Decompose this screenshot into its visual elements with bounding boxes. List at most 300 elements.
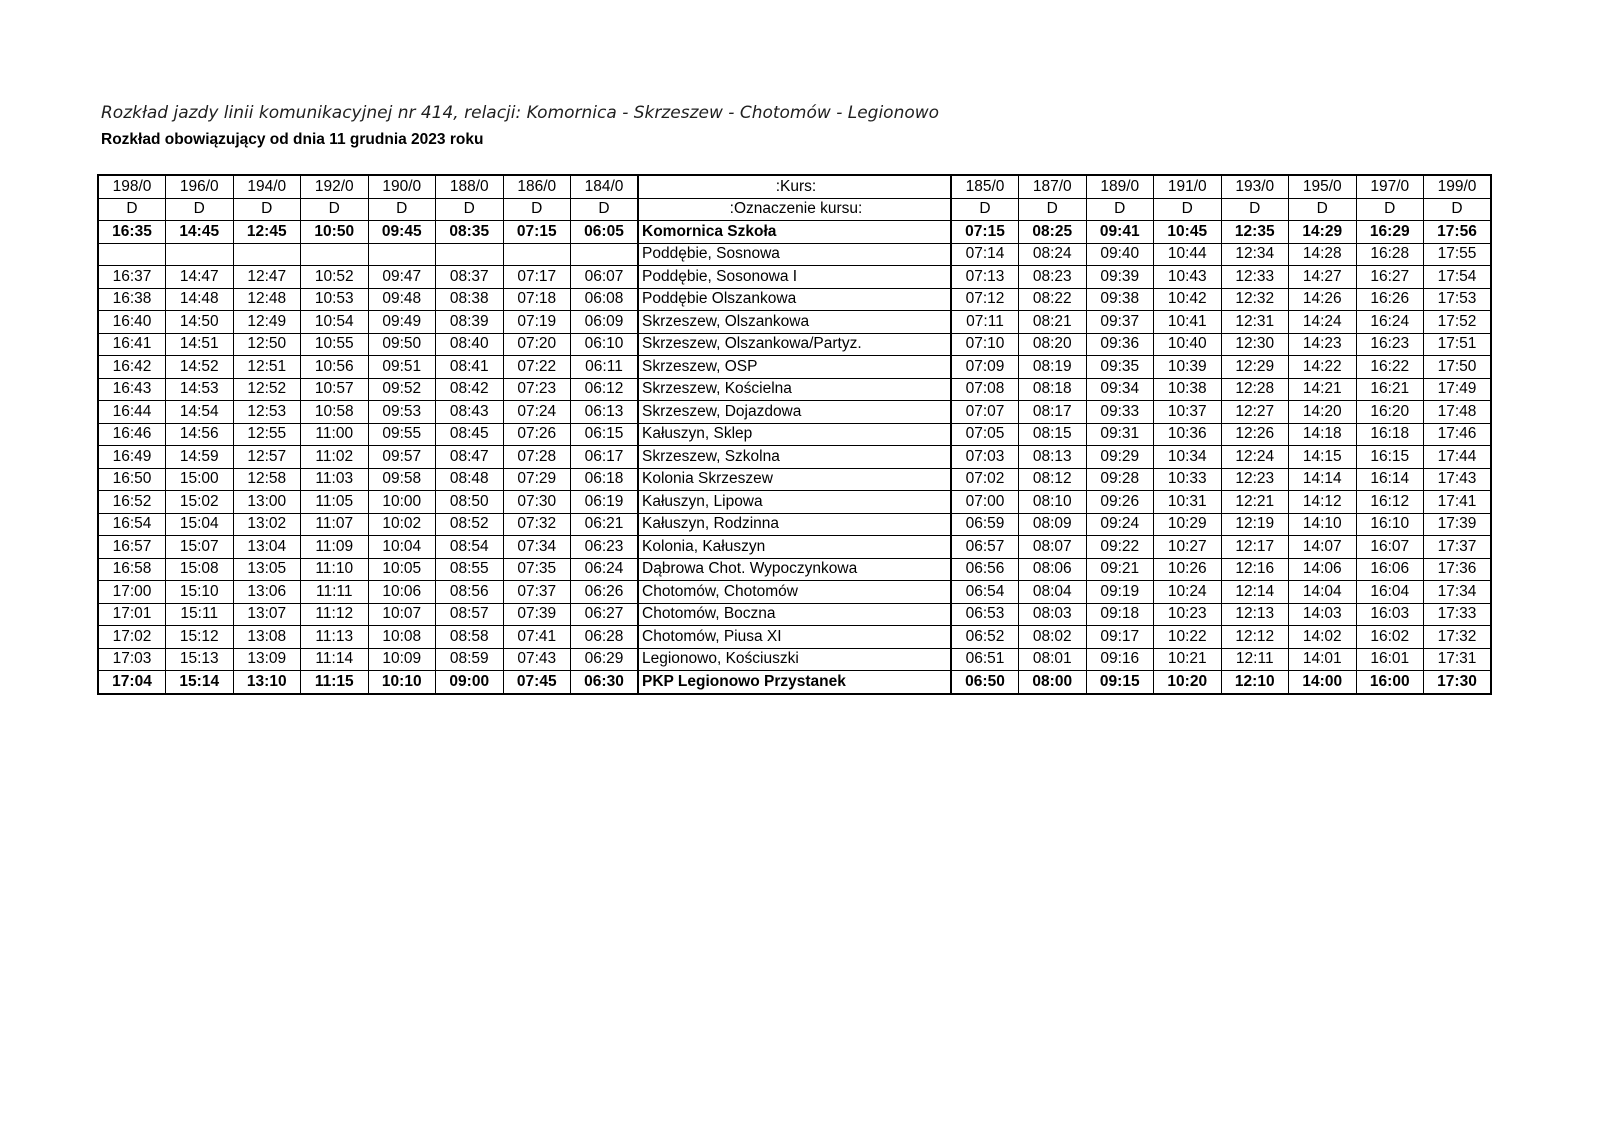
departure-time-cell: 16:43 [98,378,166,401]
departure-time-cell: 12:33 [1221,266,1289,289]
departure-time-cell: 12:28 [1221,378,1289,401]
stop-name-cell: Poddębie, Sosonowa I [638,266,951,289]
departure-time-cell: 08:00 [1019,671,1087,694]
departure-time-cell: 08:50 [436,491,504,514]
departure-time-cell: 15:07 [166,536,234,559]
departure-time-cell: 06:05 [571,221,639,244]
departure-time-cell: 08:24 [1019,243,1087,266]
departure-time-cell: 08:01 [1019,648,1087,671]
departure-time-cell: 10:33 [1154,468,1222,491]
departure-time-cell: 17:48 [1424,401,1492,424]
departure-time-cell: 16:18 [1356,423,1424,446]
departure-time-cell: 08:07 [1019,536,1087,559]
departure-time-cell: 06:15 [571,423,639,446]
departure-time-cell: 16:57 [98,536,166,559]
departure-time-cell: 06:53 [951,603,1019,626]
departure-time-cell: 12:23 [1221,468,1289,491]
course-number-cell: 194/0 [233,175,301,198]
departure-time-cell: 12:14 [1221,581,1289,604]
departure-time-cell: 08:13 [1019,446,1087,469]
departure-time-cell: 08:59 [436,648,504,671]
departure-time-cell: 07:23 [503,378,571,401]
departure-time-cell: 10:09 [368,648,436,671]
departure-time-cell: 17:04 [98,671,166,694]
course-number-cell: 193/0 [1221,175,1289,198]
departure-time-cell: 16:01 [1356,648,1424,671]
departure-time-cell [436,243,504,266]
departure-time-cell: 17:51 [1424,333,1492,356]
course-number-row [98,175,1491,198]
course-marking-cell: D [1086,198,1154,221]
departure-time-cell: 06:28 [571,626,639,649]
departure-time-cell: 06:52 [951,626,1019,649]
departure-time-cell: 11:13 [301,626,369,649]
departure-time-cell: 07:29 [503,468,571,491]
departure-time-cell: 11:03 [301,468,369,491]
departure-time-cell: 06:19 [571,491,639,514]
departure-time-cell: 08:06 [1019,558,1087,581]
table-row [98,243,1491,266]
departure-time-cell: 10:52 [301,266,369,289]
departure-time-cell: 17:03 [98,648,166,671]
departure-time-cell: 08:22 [1019,288,1087,311]
course-marking-cell: D [503,198,571,221]
departure-time-cell: 14:06 [1289,558,1357,581]
table-row [98,401,1491,424]
course-number-cell: 199/0 [1424,175,1492,198]
departure-time-cell: 07:14 [951,243,1019,266]
departure-time-cell: 07:15 [951,221,1019,244]
departure-time-cell: 17:01 [98,603,166,626]
departure-time-cell: 08:12 [1019,468,1087,491]
departure-time-cell: 06:30 [571,671,639,694]
departure-time-cell: 17:43 [1424,468,1492,491]
departure-time-cell: 06:21 [571,513,639,536]
course-number-cell: 192/0 [301,175,369,198]
stop-name-cell: PKP Legionowo Przystanek [638,671,951,694]
departure-time-cell: 12:50 [233,333,301,356]
departure-time-cell: 12:55 [233,423,301,446]
departure-time-cell: 09:38 [1086,288,1154,311]
departure-time-cell: 12:58 [233,468,301,491]
departure-time-cell: 11:07 [301,513,369,536]
departure-time-cell: 10:06 [368,581,436,604]
departure-time-cell: 09:45 [368,221,436,244]
departure-time-cell: 09:51 [368,356,436,379]
departure-time-cell: 14:00 [1289,671,1357,694]
departure-time-cell: 11:11 [301,581,369,604]
departure-time-cell: 16:44 [98,401,166,424]
departure-time-cell: 06:50 [951,671,1019,694]
stop-name-cell: Komornica Szkoła [638,221,951,244]
departure-time-cell: 08:57 [436,603,504,626]
departure-time-cell: 10:57 [301,378,369,401]
departure-time-cell: 16:06 [1356,558,1424,581]
course-marking-cell: D [571,198,639,221]
departure-time-cell: 13:07 [233,603,301,626]
departure-time-cell: 10:53 [301,288,369,311]
departure-time-cell: 17:39 [1424,513,1492,536]
departure-time-cell: 16:10 [1356,513,1424,536]
departure-time-cell: 11:15 [301,671,369,694]
departure-time-cell: 08:41 [436,356,504,379]
departure-time-cell: 12:27 [1221,401,1289,424]
departure-time-cell: 10:26 [1154,558,1222,581]
departure-time-cell: 17:44 [1424,446,1492,469]
table-row [98,378,1491,401]
departure-time-cell: 08:23 [1019,266,1087,289]
departure-time-cell: 12:16 [1221,558,1289,581]
table-row [98,603,1491,626]
departure-time-cell: 07:11 [951,311,1019,334]
departure-time-cell: 07:02 [951,468,1019,491]
departure-time-cell: 09:18 [1086,603,1154,626]
departure-time-cell: 07:17 [503,266,571,289]
departure-time-cell: 14:28 [1289,243,1357,266]
stop-name-cell: Poddębie, Sosnowa [638,243,951,266]
departure-time-cell: 06:27 [571,603,639,626]
departure-time-cell: 07:08 [951,378,1019,401]
departure-time-cell: 16:46 [98,423,166,446]
departure-time-cell: 13:06 [233,581,301,604]
departure-time-cell: 08:15 [1019,423,1087,446]
departure-time-cell: 07:18 [503,288,571,311]
departure-time-cell: 07:19 [503,311,571,334]
departure-time-cell: 07:45 [503,671,571,694]
departure-time-cell: 08:21 [1019,311,1087,334]
departure-time-cell: 11:09 [301,536,369,559]
departure-time-cell: 10:37 [1154,401,1222,424]
departure-time-cell: 10:05 [368,558,436,581]
departure-time-cell: 14:02 [1289,626,1357,649]
departure-time-cell: 16:03 [1356,603,1424,626]
departure-time-cell: 09:19 [1086,581,1154,604]
departure-time-cell: 07:07 [951,401,1019,424]
departure-time-cell: 09:47 [368,266,436,289]
departure-time-cell: 08:25 [1019,221,1087,244]
departure-time-cell: 12:19 [1221,513,1289,536]
departure-time-cell: 10:44 [1154,243,1222,266]
stop-name-cell: Chotomów, Piusa XI [638,626,951,649]
departure-time-cell: 09:31 [1086,423,1154,446]
table-row [98,423,1491,446]
course-marking-cell: D [1019,198,1087,221]
departure-time-cell: 14:56 [166,423,234,446]
departure-time-cell: 09:17 [1086,626,1154,649]
departure-time-cell: 10:50 [301,221,369,244]
departure-time-cell: 11:12 [301,603,369,626]
departure-time-cell: 07:00 [951,491,1019,514]
departure-time-cell: 07:34 [503,536,571,559]
departure-time-cell: 16:20 [1356,401,1424,424]
course-marking-cell: D [166,198,234,221]
departure-time-cell: 07:39 [503,603,571,626]
departure-time-cell: 12:32 [1221,288,1289,311]
departure-time-cell: 12:29 [1221,356,1289,379]
departure-time-cell: 10:55 [301,333,369,356]
departure-time-cell [503,243,571,266]
departure-time-cell: 08:18 [1019,378,1087,401]
departure-time-cell: 14:47 [166,266,234,289]
departure-time-cell [571,243,639,266]
departure-time-cell: 14:21 [1289,378,1357,401]
departure-time-cell: 15:00 [166,468,234,491]
departure-time-cell: 12:51 [233,356,301,379]
departure-time-cell: 10:58 [301,401,369,424]
departure-time-cell: 12:24 [1221,446,1289,469]
stop-name-cell: Poddębie Olszankowa [638,288,951,311]
departure-time-cell: 08:42 [436,378,504,401]
departure-time-cell: 07:09 [951,356,1019,379]
departure-time-cell: 13:05 [233,558,301,581]
departure-time-cell: 08:48 [436,468,504,491]
departure-time-cell: 08:04 [1019,581,1087,604]
departure-time-cell: 14:29 [1289,221,1357,244]
departure-time-cell: 17:00 [98,581,166,604]
table-row [98,648,1491,671]
departure-time-cell: 16:00 [1356,671,1424,694]
departure-time-cell: 08:09 [1019,513,1087,536]
departure-time-cell: 16:15 [1356,446,1424,469]
departure-time-cell: 17:34 [1424,581,1492,604]
departure-time-cell: 07:24 [503,401,571,424]
departure-time-cell: 17:55 [1424,243,1492,266]
departure-time-cell: 09:21 [1086,558,1154,581]
departure-time-cell: 09:26 [1086,491,1154,514]
departure-time-cell: 09:48 [368,288,436,311]
departure-time-cell: 13:04 [233,536,301,559]
departure-time-cell: 09:49 [368,311,436,334]
course-number-cell: 191/0 [1154,175,1222,198]
departure-time-cell: 08:54 [436,536,504,559]
course-number-cell: 195/0 [1289,175,1357,198]
table-row [98,491,1491,514]
departure-time-cell: 06:59 [951,513,1019,536]
departure-time-cell: 09:57 [368,446,436,469]
departure-time-cell: 07:41 [503,626,571,649]
departure-time-cell: 06:10 [571,333,639,356]
departure-time-cell: 14:59 [166,446,234,469]
course-marking-cell: D [301,198,369,221]
departure-time-cell: 13:02 [233,513,301,536]
departure-time-cell: 06:18 [571,468,639,491]
stop-name-cell: Kolonia Skrzeszew [638,468,951,491]
departure-time-cell: 07:12 [951,288,1019,311]
departure-time-cell: 07:10 [951,333,1019,356]
departure-time-cell: 10:41 [1154,311,1222,334]
course-number-cell: 185/0 [951,175,1019,198]
departure-time-cell: 08:35 [436,221,504,244]
stop-name-cell: Legionowo, Kościuszki [638,648,951,671]
table-row [98,311,1491,334]
departure-time-cell: 17:41 [1424,491,1492,514]
departure-time-cell: 08:03 [1019,603,1087,626]
departure-time-cell: 13:00 [233,491,301,514]
departure-time-cell: 09:37 [1086,311,1154,334]
departure-time-cell: 14:45 [166,221,234,244]
departure-time-cell: 11:14 [301,648,369,671]
departure-time-cell: 14:27 [1289,266,1357,289]
departure-time-cell: 07:35 [503,558,571,581]
course-marking-cell: D [1424,198,1492,221]
stop-name-cell: Skrzeszew, Olszankowa/Partyz. [638,333,951,356]
departure-time-cell: 08:45 [436,423,504,446]
departure-time-cell: 07:26 [503,423,571,446]
departure-time-cell: 14:14 [1289,468,1357,491]
departure-time-cell: 07:32 [503,513,571,536]
departure-time-cell: 08:56 [436,581,504,604]
course-marking-cell: D [1356,198,1424,221]
departure-time-cell: 08:47 [436,446,504,469]
departure-time-cell: 10:27 [1154,536,1222,559]
departure-time-cell: 12:26 [1221,423,1289,446]
departure-time-cell: 16:24 [1356,311,1424,334]
departure-time-cell: 14:50 [166,311,234,334]
departure-time-cell: 07:30 [503,491,571,514]
departure-time-cell: 11:02 [301,446,369,469]
table-row [98,446,1491,469]
table-row [98,333,1491,356]
departure-time-cell: 07:15 [503,221,571,244]
departure-time-cell: 12:53 [233,401,301,424]
departure-time-cell: 09:28 [1086,468,1154,491]
departure-time-cell: 16:22 [1356,356,1424,379]
departure-time-cell: 08:39 [436,311,504,334]
departure-time-cell: 10:54 [301,311,369,334]
departure-time-cell: 14:12 [1289,491,1357,514]
departure-time-cell: 17:36 [1424,558,1492,581]
departure-time-cell: 14:01 [1289,648,1357,671]
course-marking-cell: D [951,198,1019,221]
departure-time-cell: 12:17 [1221,536,1289,559]
departure-time-cell: 09:22 [1086,536,1154,559]
departure-time-cell: 11:00 [301,423,369,446]
table-row [98,221,1491,244]
timetable [97,174,1492,695]
table-row [98,581,1491,604]
table-row [98,626,1491,649]
departure-time-cell: 06:11 [571,356,639,379]
departure-time-cell: 14:07 [1289,536,1357,559]
departure-time-cell: 10:23 [1154,603,1222,626]
departure-time-cell: 17:53 [1424,288,1492,311]
departure-time-cell: 16:26 [1356,288,1424,311]
departure-time-cell: 08:37 [436,266,504,289]
table-row [98,536,1491,559]
departure-time-cell: 08:58 [436,626,504,649]
departure-time-cell: 06:57 [951,536,1019,559]
departure-time-cell: 08:02 [1019,626,1087,649]
departure-time-cell: 16:58 [98,558,166,581]
departure-time-cell: 14:26 [1289,288,1357,311]
departure-time-cell: 16:49 [98,446,166,469]
departure-time-cell: 06:09 [571,311,639,334]
departure-time-cell: 07:43 [503,648,571,671]
stop-name-cell: Kałuszyn, Rodzinna [638,513,951,536]
departure-time-cell: 12:45 [233,221,301,244]
departure-time-cell: 09:00 [436,671,504,694]
departure-time-cell: 10:42 [1154,288,1222,311]
departure-time-cell: 16:28 [1356,243,1424,266]
departure-time-cell: 10:22 [1154,626,1222,649]
departure-time-cell: 09:29 [1086,446,1154,469]
departure-time-cell: 10:56 [301,356,369,379]
stop-name-cell: Skrzeszew, OSP [638,356,951,379]
departure-time-cell: 06:08 [571,288,639,311]
departure-time-cell [368,243,436,266]
stop-name-cell: Skrzeszew, Olszankowa [638,311,951,334]
departure-time-cell: 10:10 [368,671,436,694]
departure-time-cell: 17:37 [1424,536,1492,559]
departure-time-cell: 06:29 [571,648,639,671]
departure-time-cell: 06:17 [571,446,639,469]
departure-time-cell: 17:50 [1424,356,1492,379]
departure-time-cell: 09:52 [368,378,436,401]
departure-time-cell: 15:10 [166,581,234,604]
departure-time-cell: 17:02 [98,626,166,649]
table-row [98,288,1491,311]
departure-time-cell: 16:52 [98,491,166,514]
course-number-cell: 184/0 [571,175,639,198]
table-row [98,266,1491,289]
departure-time-cell: 10:29 [1154,513,1222,536]
departure-time-cell: 15:14 [166,671,234,694]
departure-time-cell: 16:23 [1356,333,1424,356]
departure-time-cell: 09:36 [1086,333,1154,356]
departure-time-cell: 10:38 [1154,378,1222,401]
stop-name-cell: Kałuszyn, Sklep [638,423,951,446]
departure-time-cell: 09:33 [1086,401,1154,424]
departure-time-cell: 09:16 [1086,648,1154,671]
departure-time-cell: 14:54 [166,401,234,424]
departure-time-cell: 14:51 [166,333,234,356]
departure-time-cell: 17:56 [1424,221,1492,244]
course-marking-cell: D [1289,198,1357,221]
departure-time-cell: 11:10 [301,558,369,581]
departure-time-cell: 15:08 [166,558,234,581]
departure-time-cell: 07:05 [951,423,1019,446]
departure-time-cell: 10:08 [368,626,436,649]
departure-time-cell: 16:42 [98,356,166,379]
stop-name-cell: Dąbrowa Chot. Wypoczynkowa [638,558,951,581]
stop-name-cell: Skrzeszew, Szkolna [638,446,951,469]
departure-time-cell: 10:43 [1154,266,1222,289]
departure-time-cell: 12:34 [1221,243,1289,266]
departure-time-cell: 10:04 [368,536,436,559]
departure-time-cell: 07:28 [503,446,571,469]
departure-time-cell: 10:02 [368,513,436,536]
departure-time-cell: 17:46 [1424,423,1492,446]
departure-time-cell: 08:55 [436,558,504,581]
departure-time-cell: 15:12 [166,626,234,649]
departure-time-cell: 17:33 [1424,603,1492,626]
departure-time-cell: 14:22 [1289,356,1357,379]
course-number-cell: 198/0 [98,175,166,198]
course-number-cell: 189/0 [1086,175,1154,198]
course-number-cell: 186/0 [503,175,571,198]
departure-time-cell: 14:48 [166,288,234,311]
course-marking-row [98,198,1491,221]
departure-time-cell [98,243,166,266]
departure-time-cell: 08:52 [436,513,504,536]
departure-time-cell: 09:24 [1086,513,1154,536]
departure-time-cell: 14:10 [1289,513,1357,536]
departure-time-cell: 10:39 [1154,356,1222,379]
departure-time-cell: 12:57 [233,446,301,469]
departure-time-cell: 09:50 [368,333,436,356]
departure-time-cell: 13:10 [233,671,301,694]
departure-time-cell: 14:04 [1289,581,1357,604]
